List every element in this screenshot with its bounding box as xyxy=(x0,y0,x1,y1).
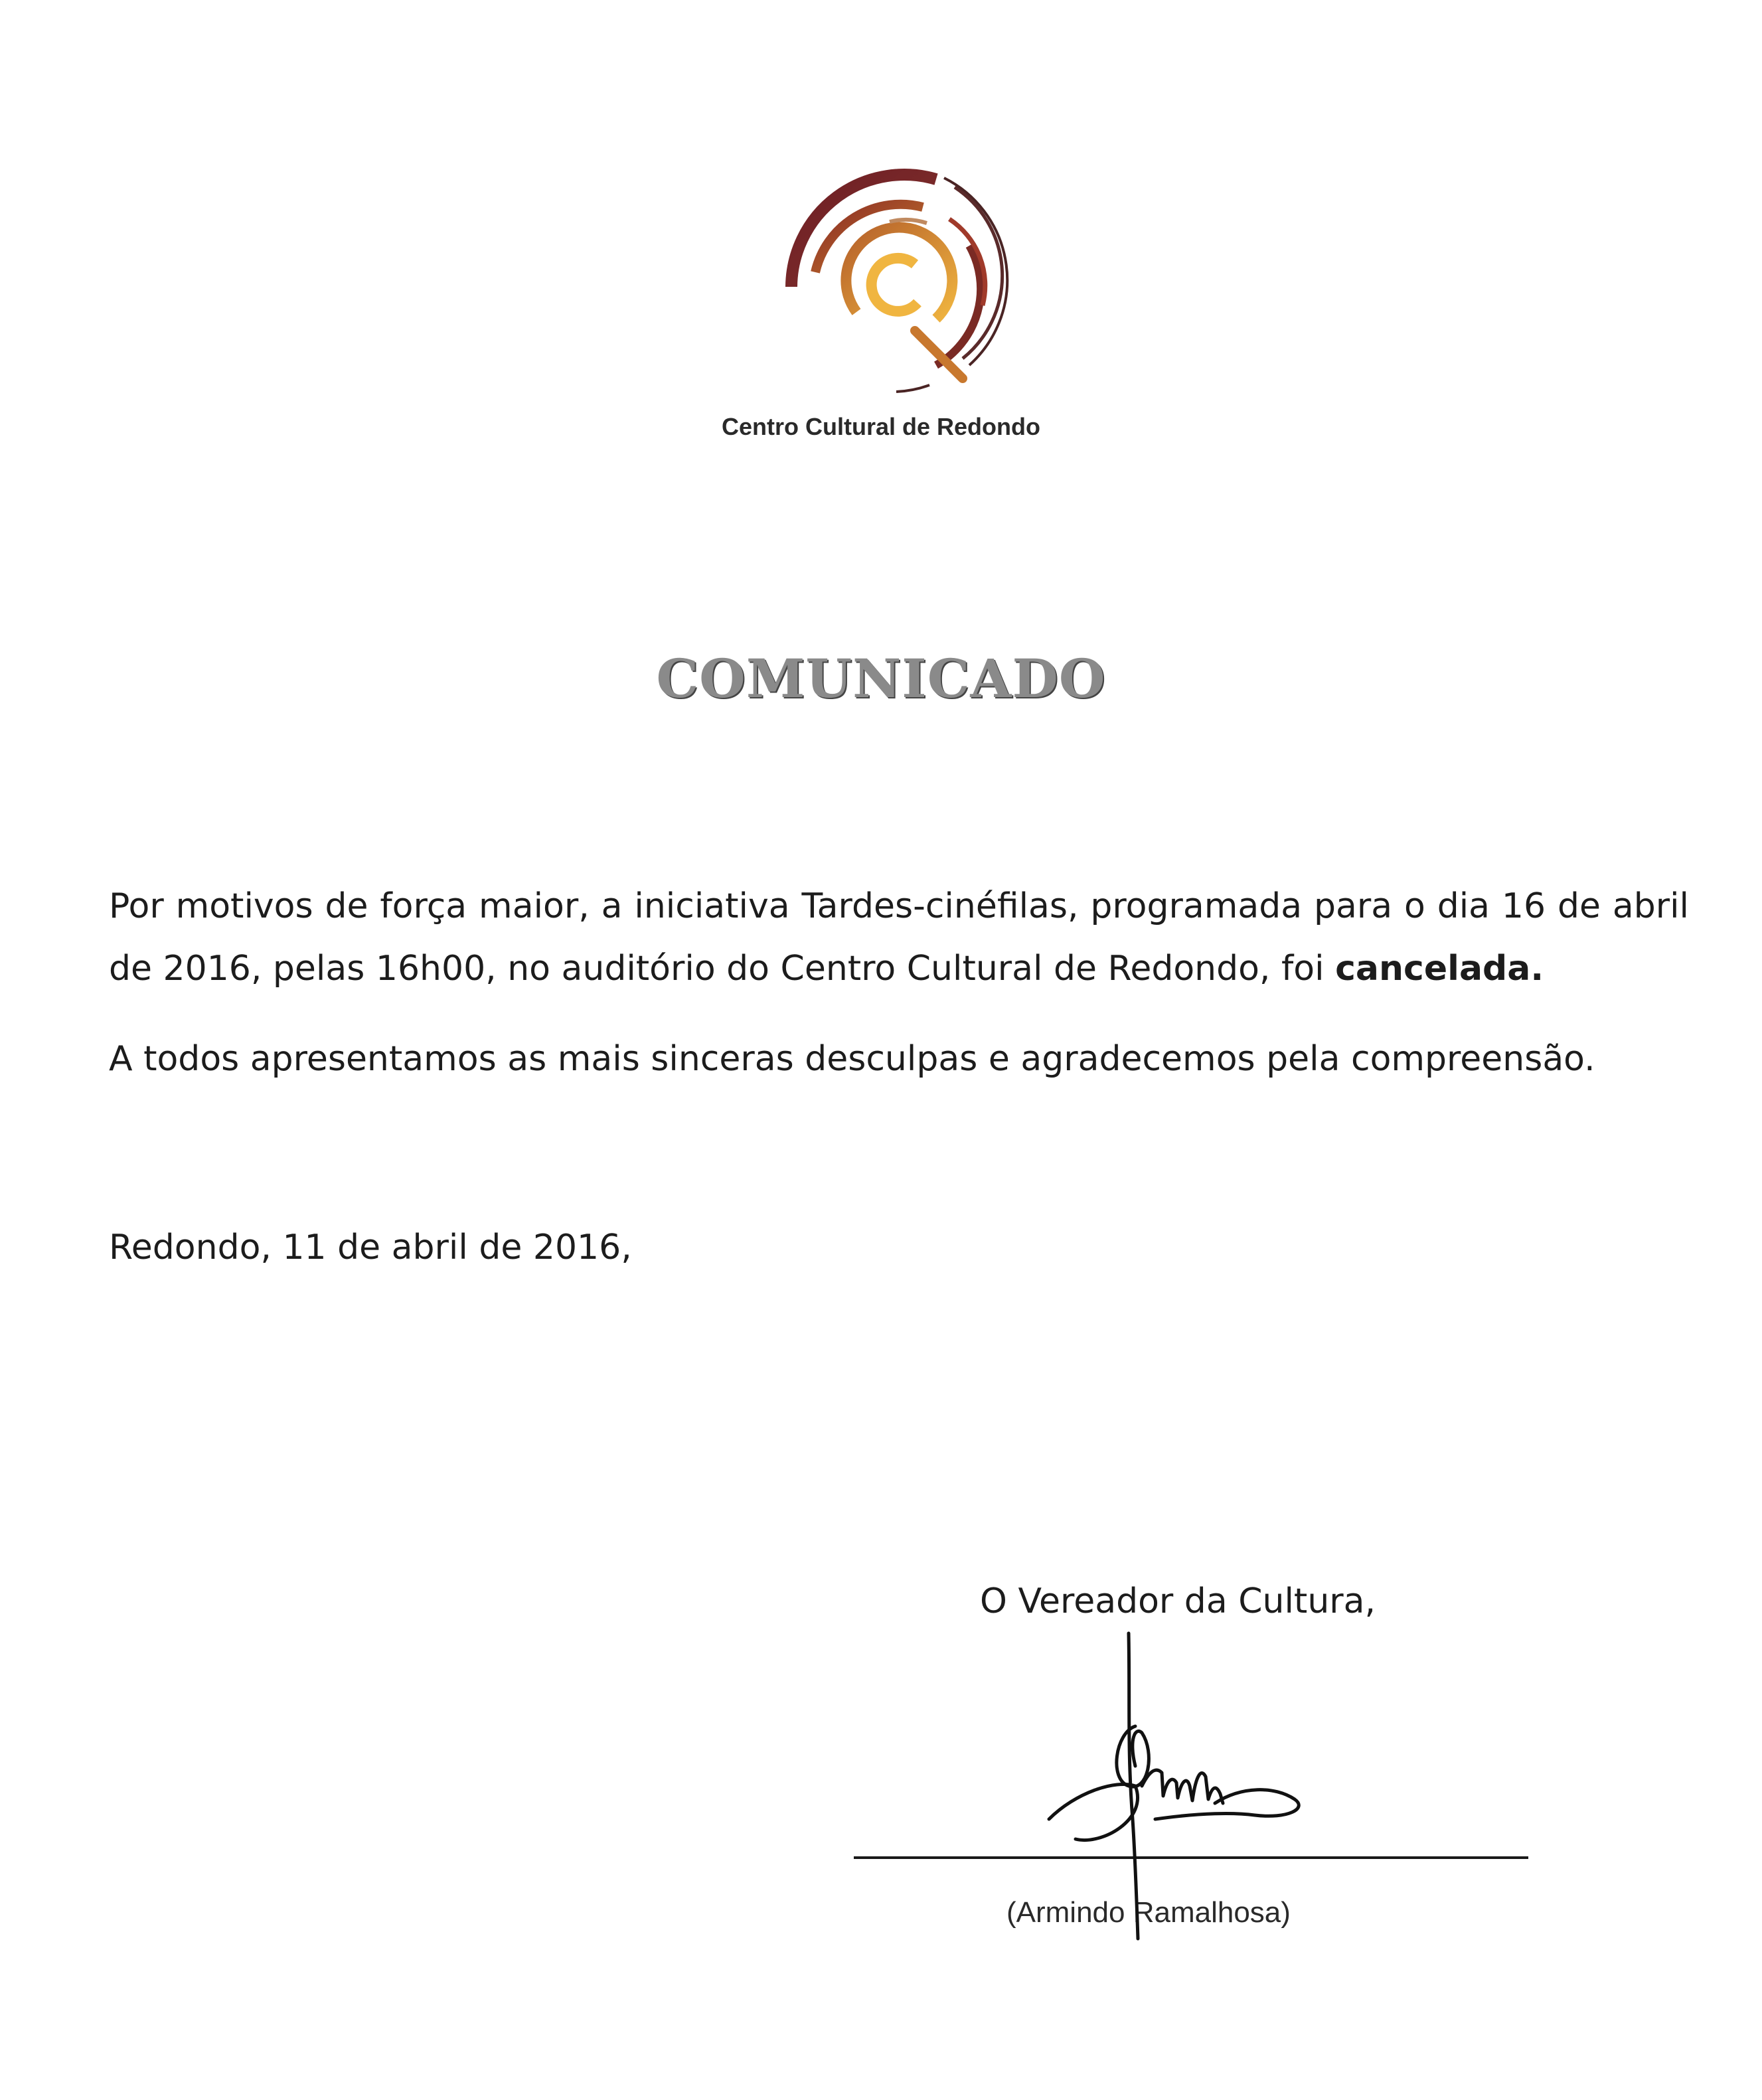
centro-cultural-logo xyxy=(770,166,1036,405)
dateline: Redondo, 11 de abril de 2016, xyxy=(109,1228,632,1267)
announcement-paragraph xyxy=(109,875,1689,1000)
organization-name: Centro Cultural de Redondo xyxy=(722,413,1040,440)
document-title: COMUNICADO xyxy=(656,647,1106,710)
cancelled-emphasis: cancelada. xyxy=(1335,949,1544,989)
handwritten-signature xyxy=(1036,1620,1368,1945)
announcement-text: Por motivos de força maior, a iniciativa Tardes-cinéfilas, programada para o dia 16 de abril de 2016, pelas 16h00, no auditório do Centro Cultural de Redondo, foi xyxy=(109,886,1689,989)
signer-name: (Armindo Ramalhosa) xyxy=(1006,1896,1291,1929)
apology-paragraph: A todos apresentamos as mais sinceras desculpas e agradecemos pela compreensão. xyxy=(109,1039,1595,1079)
signer-role: O Vereador da Cultura, xyxy=(980,1581,1376,1621)
